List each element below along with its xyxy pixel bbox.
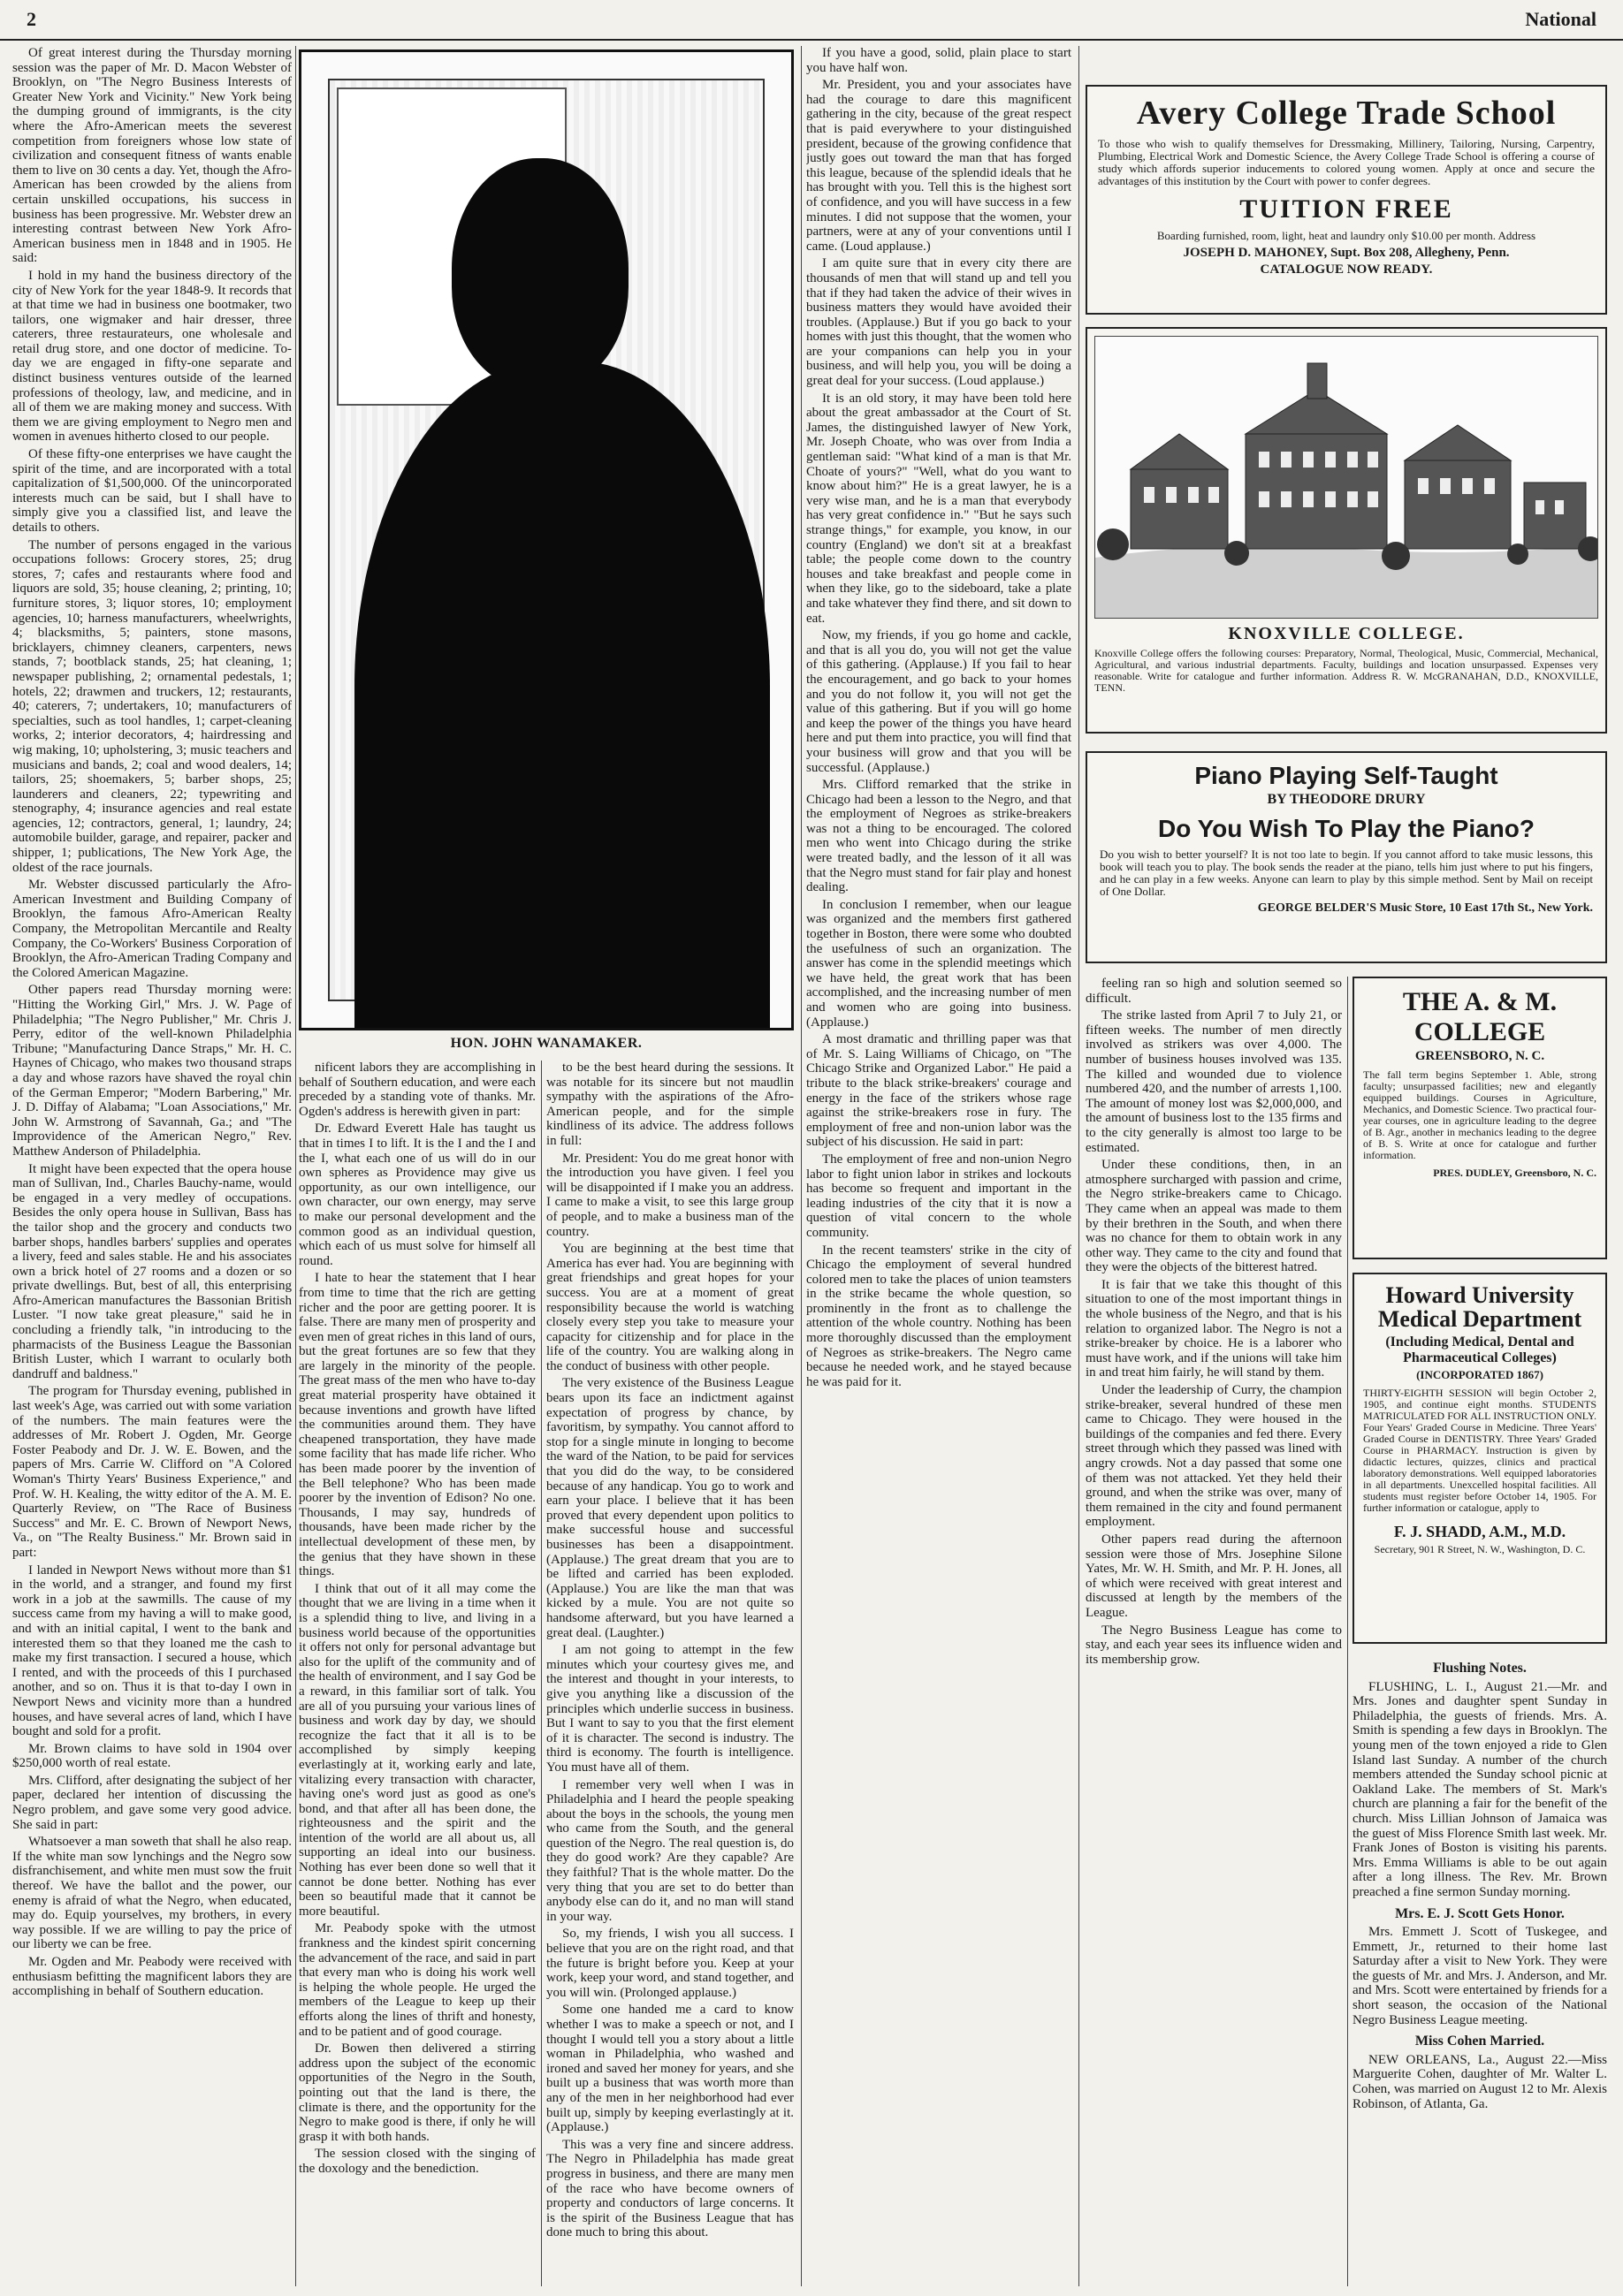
ad-avery-board: Boarding furnished, room, light, heat and laundry only $10.00 per month. Address (1156, 229, 1536, 242)
article-paragraph: Under the leadership of Curry, the champion strike-breaker, several hundred of these men came to Chicago. They were housed in the buildings of the companies and fed there. Every street through which they passed was lined with angry crowds. Not a day passed that some one of them was not attacked. Yet they held their ground, and when the strike was over, many of them remained in the city and found permanent employment. (1086, 1383, 1342, 1530)
article-paragraph: feeling ran so high and solution seemed so difficult. (1086, 977, 1342, 1006)
ad-piano-address: GEORGE BELDER'S Music Store, 10 East 17th St., New York. (1257, 901, 1593, 915)
ad-am-title: THE A. & M. COLLEGE (1402, 987, 1558, 1046)
column-rule (1347, 977, 1348, 2286)
article-paragraph: In conclusion I remember, when our league was organized and the members first gathered together in Boston, there were some who doubted the usefulness of such an organization. The answer has come in the splendid meetings which we have held, the great work that has been accomplished, and the increasing number of men and women who are going into business. (Applause.) (806, 897, 1071, 1030)
ad-piano-author: BY THEODORE DRURY (1267, 792, 1426, 807)
column-2 (299, 1061, 536, 2286)
ad-howard-sig-title: Secretary, 901 R Street, N. W., Washington, D. C. (1374, 1543, 1586, 1555)
article-paragraph: The number of persons engaged in the various occupations follows: Grocery stores, 25; drug stores, 7; cafes and restaurants where food and liquors are sold, 35; house cleaning, 2; printing, 10; furniture stores, 3; liquor stores, 10; employment agencies, 10; harness manufacturers, wheelwrights, 4; blacksmiths, 5; painters, stone masons, bricklayers, chimney cleaners, carpenters, news stands, 7; bootblack stands, 25; hat cleaning, 1; newspaper publishing, 2; ornamental pedestals, 1; hotels, 22; drawmen and truckers, 12; restaurants, 40; caterers, 7; undertakers, 10; manufacturers of specialties, such as tool handles, 1; carpet-cleaning works, 2; interior decorators, 4; hairdressing and wig making, 10; upholstering, 3; music teachers and musicians and bands, 2; coal and wood dealers, 14; tailors, 25; shoemakers, 5; barber shops, 25; launderers and cleaners, 22; typewriting and stenography, 4; insurance agencies and real estate agencies, 12; contractors, general, 1; laundry, 24; automobile builder, garage, and repairer, packer and shipper, 1; publications, The New York Age, the oldest of the race journals. (12, 537, 292, 875)
article-paragraph: Other papers read Thursday morning were: "Hitting the Working Girl," Mrs. J. W. Page of Philadelphia; "The Negro Publisher," Mr. Chris J. Perry, editor of the well-known Philadelphia Tribune; "Manufacturing Dance Straps," Mr. H. C. Haynes of Chicago, who makes two thousand straps a day and whose razors have shaved the royal chin of the German Emperor; "Modern Barbering," Mr. J. D. Diffay of Alabama; "Loan Associations," Mr. John W. Armstrong of Savannah, Ga.; and "The Improvidence of the American Negro," Rev. Matthew Anderson of Philadelphia. (12, 983, 292, 1159)
ad-avery-intro: To those who wish to qualify themselves for Dressmaking, Millinery, Tailoring, Nursing, Carpentry, Plumbing, Electrical Work and Domestic Science, the Avery College Trade School is offering a course of study which affords superior inducements to colored young women. Apply at once and secure the advantages of this institution by the Court with power to confer degrees. (1098, 137, 1595, 187)
ad-howard-subtitle: (Including Medical, Dental and Pharmaceutical Colleges) (1385, 1334, 1574, 1365)
article-paragraph: Of these fifty-one enterprises we have caught the spirit of the time, and are incorporated with a total capitalization of $1,500,000. Of the unincorporated interests much can be said, but I shall have to simply give you a classified list, and leave the details to others. (12, 447, 292, 535)
ad-piano-question: Do You Wish To Play the Piano? (1157, 815, 1535, 842)
ad-am-signature: PRES. DUDLEY, Greensboro, N. C. (1433, 1167, 1596, 1179)
ad-howard-signature: F. J. SHADD, A.M., M.D. (1393, 1523, 1566, 1540)
ad-avery-tuition: TUITION FREE (1239, 194, 1453, 224)
ad-knoxville-title: KNOXVILLE COLLEGE. (1228, 624, 1465, 643)
article-paragraph: The session closed with the singing of the doxology and the benediction. (299, 2147, 536, 2176)
column-5 (1086, 977, 1342, 2286)
portrait-silhouette-head (452, 158, 629, 388)
article-paragraph: Under these conditions, then, in an atmosphere surcharged with passion and crime, the Negro strike-breakers came to Chicago. They came when an appeal was made to them by their brethren in the South, and when there was no chance for them to obtain work in any other way. They came to the city and found that they were the objects of the bitterest hatred. (1086, 1158, 1342, 1275)
article-paragraph: It is fair that we take this thought of this situation to one of the most important things in the whole business of the Negro, and that is his relation to organized labor. The Negro is not a strike-breaker by choice. He is a laborer who must have work, and if the unions will take him in and treat him fairly, he will stand by them. (1086, 1277, 1342, 1380)
ad-piano-text: Do you wish to better yourself? It is not too late to begin. If you cannot afford to take music lessons, this book will teach you to play. The book sends the reader at the piano, tells him just where to put his fingers, and he can play in a few weeks. Anyone can learn to play by this simple method. Sent by Mail on receipt of One Dollar. (1100, 848, 1593, 898)
column-1 (12, 46, 292, 2286)
ad-avery-college (1086, 85, 1607, 315)
article-paragraph: I am not going to attempt in the few minutes which your courtesy gives me, and the interest and thought in your interests, to give you anything like a discussion of the principles which underlie success in business. But I want to say to you that the first element of it is character. The second is industry. The third is economy. The fourth is intelligence. You must have all of them. (546, 1643, 794, 1775)
article-paragraph: So, my friends, I wish you all success. I believe that you are on the right road, and that the future is bright before you. Keep at your work, keep your word, and stand together, and you will win. (Prolonged applause.) (546, 1927, 794, 2000)
article-paragraph: NEW ORLEANS, La., August 22.—Miss Marguerite Cohen, daughter of Mr. Walter L. Cohen, was married on August 12 to Mr. Alexis Robinson, of Atlanta, Ga. (1352, 2052, 1607, 2111)
article-paragraph: Some one handed me a card to know whether I was to make a speech or not, and I thought I would tell you a story about a little woman in Philadelphia, who washed and ironed and saved her money for years, and she built up a business that was worth more than any of the men in her neighborhood had ever built up, simply by keeping everlastingly at it. (Applause.) (546, 2003, 794, 2135)
column-6 (1352, 1654, 1607, 2286)
section-heading: Miss Cohen Married. (1414, 2034, 1545, 2049)
article-paragraph: The strike lasted from April 7 to July 21, or fifteen weeks. The number of men directly involved as strikers was over 4,000. The number of business houses involved was 135. The killed and wounded due to violence numbered 420, and the number of arrests 1,100. The amount of money lost was $2,000,000, and the amount of business lost to the 135 firms and to the city generally is almost too large to be estimated. (1086, 1008, 1342, 1155)
ad-piano-self-taught (1086, 751, 1607, 963)
article-paragraph: In the recent teamsters' strike in the city of Chicago the employment of several hundred colored men to take the places of union teamsters in the strike became the whole question, so prominently in the front as to challenge the attention of the whole country. Nothing has been more thoroughly discussed than the employment of Negroes as strike-breakers. The Negro came because he needed work, and he stayed because he was paid for it. (806, 1243, 1071, 1389)
column-rule (295, 46, 296, 2286)
article-paragraph: Mr. Ogden and Mr. Peabody were received with enthusiasm befitting the magnificent labors they are accomplishing in behalf of Southern education. (12, 1955, 292, 1999)
article-paragraph: Mr. Brown claims to have sold in 1904 over $250,000 worth of real estate. (12, 1741, 292, 1771)
article-paragraph: Mr. President, you and your associates have had the courage to dare this magnificent gathering in the city, because of the great respect that is paid everywhere to your distinguished president, because of the growing confidence that justly goes out toward the man that has forged this league, because of the splendid ideals that he has brought with you. Tell this is the highest sort of confidence, and you will have success in a few minutes. I did not suppose that the women, your partners, were at any of your conventions until I came. (Loud applause.) (806, 78, 1071, 254)
article-paragraph: You are beginning at the best time that America has ever had. You are beginning with great friendships and great hopes for your success. You are at a moment of great responsibility because the world is watching closely every step you take to measure your capacity for citizenship and for place in the life of the country. You are walking along in the conduct of business with other people. (546, 1242, 794, 1373)
ad-piano-title: Piano Playing Self-Taught (1194, 762, 1498, 789)
article-paragraph: Other papers read during the afternoon session were those of Mrs. Josephine Silone Yates, Mr. W. H. Smith, and Mr. P. H. Jones, all of which were received with great interest and discussed at length by the members of the League. (1086, 1532, 1342, 1620)
ad-howard-text: THIRTY-EIGHTH SESSION will begin October 2, 1905, and continue eight months. STUDENTS MATRICULATED FOR ALL INSTRUCTION ONLY. Four Years' Graded Course in Medicine. Three Years' Graded Course in DENTISTRY. Three Years' Graded Course in PHARMACY. Instruction is given by didactic lectures, quizzes, clinics and practical laboratory demonstrations. Well equipped laboratories in all departments. Unexcelled hospital facilities. All students must register before October 14, 1905. For further information or catalogue, apply to (1363, 1387, 1596, 1514)
article-paragraph: I hold in my hand the business directory of the city of New York for the year 1848-9. It records that at that time we had in business one bootmaker, two tailors, one wigmaker and hair dresser, three caterers, three restaurateurs, one wholesale and retail drug store, and one doctor of medicine. To-day we are engaged in fifty-one separate and distinct business ventures outside of the learned professions of theology, law, and medicine, and in all of them we are making money and success. With them we are giving employment to Negro men and women in avenues hitherto closed to our people. (12, 268, 292, 445)
ad-am-text: The fall term begins September 1. Able, strong faculty; unsurpassed facilities; new and elegantly equipped buildings. Courses in Agriculture, Mechanics, and Domestic Science. Two practical four-year courses, one in agriculture leading to the degree of B. Agr., another in mechanics leading to the degree of B. S. Write at once for catalogue and further information. (1363, 1068, 1596, 1161)
column-rule (1078, 46, 1079, 2286)
column-3 (546, 1061, 794, 2286)
article-paragraph: If you have a good, solid, plain place to start you have half won. (806, 46, 1071, 75)
ad-knoxville-college (1086, 327, 1607, 734)
article-paragraph: Mr. Webster discussed particularly the Afro-American Investment and Building Company of Brooklyn, the famous Afro-American Realty Company, the Metropolitan Mercantile and Realty Company, the Co-Workers' Business Corporation of Brooklyn, the Afro-American Trading Company and the Colored American Magazine. (12, 878, 292, 980)
article-paragraph: Whatsoever a man soweth that shall he also reap. If the white man sow lynchings and the Negro sow disfranchisement, and white men must sow the fruit thereof. We have the ballot and the power, our enemy is afraid of what the Negro, when educated, may do. Equip yourselves, my brothers, in every way possible. If we are willing to pay the price of our liberty we can be free. (12, 1835, 292, 1952)
article-paragraph: Mr. Peabody spoke with the utmost frankness and the kindest spirit concerning the advancement of the race, and said in part that every man who is doing his work well is helping the whole people. He urged the members of the League to keep up their efforts along the lines of thrift and honesty, and to be patient and of good courage. (299, 1921, 536, 2039)
article-paragraph: Dr. Edward Everett Hale has taught us that in times I to lift. It is the I and the I and the I, what each one of us will do in our own spheres as Providence may give us opportunity, as our own intelligence, our own character, our own energy, may serve to make our personal development and the common good as an individual question, which each of us must solve for himself all round. (299, 1121, 536, 1268)
column-rule (541, 1061, 542, 2286)
portrait-caption: HON. JOHN WANAMAKER. (450, 1036, 643, 1051)
article-paragraph: This was a very fine and sincere address. The Negro in Philadelphia has made great progress in business, and there are many men of the race who have become owners of property and conductors of large concerns. It is the spirit of the Business League that has done much to bring this about. (546, 2137, 794, 2240)
ad-howard-incorporated: (INCORPORATED 1867) (1416, 1368, 1543, 1381)
article-paragraph: I think that out of it all may come the thought that we are living in a time when it is a splendid thing to live, and living in a business world because of the opportunities it offers not only for personal advantage but also for the uplift of the community and of the health of environment, and I say God be a reward, in this familiar sort of talk. You are all of you pursuing your various lines of business and work day by day, we should recognize the fact that it all is to be accomplished by simply keeping everlastingly at it, working early and late, vitalizing every transaction with character, having one's word just as good as one's bond, and that after all has been done, the righteousness and the spirit and the intention of the world are all about us, all supporting an ideal into our business. Nothing has ever been done so well that it cannot be done better. Nothing has ever been so beautiful made that it cannot be more beautiful. (299, 1581, 536, 1919)
article-paragraph: The program for Thursday evening, published in last week's Age, was carried out with some variation of the numbers. The main features were the addresses of Mr. Robert J. Ogden, Mr. George Foster Peabody and Dr. J. W. E. Bowen, and the papers of Mrs. Carrie W. Clifford on "A Colored Woman's Thirty Years' Business Experience," and Prof. W. H. Kealing, the witty editor of the A. M. E. Quarterly Review, on "The Race of Business Success" and Mr. E. C. Brown of Newport News, Va., on "The Realty Business." Mr. Brown said in part: (12, 1384, 292, 1560)
article-paragraph: It is an old story, it may have been told here about the great ambassador at the Court of St. James, the distinguished lawyer of New York, Mr. Joseph Choate, who was over from India a gentleman said: "What kind of a man is that Mr. Choate of yours?" "Well, what do you want to know about him?" He is a great lawyer, he is a very wise man, and he is a man that everybody has very great confidence in." "But he says such strange things," for example, you know, in our country (England) we don't sit at a breakfast table; the people come down to the country houses and take breakfast and people come in when they like, go to the sideboard, take a plate and take whatever they find there, and sit down to eat. (806, 391, 1071, 626)
article-paragraph: The employment of free and non-union Negro labor to fight union labor in strikes and lockouts has become so frequent and important in the leading industries of the city that it is now a question of vital concern to the whole community. (806, 1152, 1071, 1240)
ad-avery-address: JOSEPH D. MAHONEY, Supt. Box 208, Allegheny, Penn. (1183, 246, 1510, 260)
article-paragraph: FLUSHING, L. I., August 21.—Mr. and Mrs. Jones and daughter spent Sunday in Philadelphia, the guests of friends. Mrs. A. Smith is spending a few days in Brooklyn. The young men of the town enjoyed a ride to Glen Island last Sunday. A number of the church members attended the Sunday school picnic at Oakland Lake. The members of St. Mark's church are planning a fair for the benefit of the church. Miss Lillian Johnson of Jamaica was the guest of Miss Florence Smith last week. Mr. Frank Jones of Boston is visiting his parents. Mrs. Emma Williams is able to be out again after a long illness. The Rev. Mr. Brown preached a fine sermon Sunday morning. (1352, 1679, 1607, 1899)
article-paragraph: Dr. Bowen then delivered a stirring address upon the subject of the economic opportunities of the Negro in the South, pointing out that the land is there, the climate is there, and the opportunity for the Negro to make good is there, if only he will grasp it with both hands. (299, 2041, 536, 2144)
article-paragraph: Mrs. Clifford remarked that the strike in Chicago had been a lesson to the Negro, and that the employment of Negroes as strike-breakers was not a thing to be encouraged. The colored men who went into Chicago during the strike were treated badly, and the lesson of it all was that the Negro must stand for fair play and honest dealing. (806, 778, 1071, 895)
article-paragraph: I landed in Newport News without more than $1 in the world, and a stranger, and found my first work in a job at the sawmills. The cause of my success came from my having a will to make good, and with an initial capital, I went to the bank and interested them so that they loaned me the cash to make my first transaction. I secured a house, which I rented, and with the proceeds of this I purchased another, and so on. Thus it is that to-day I own in Newport News and vicinity more than a hundred houses, and have several acres of land, which I have bought and sold for a profit. (12, 1562, 292, 1739)
portrait-silhouette-body (354, 361, 770, 1030)
column-rule (801, 46, 802, 2286)
article-paragraph: A most dramatic and thrilling paper was that of Mr. S. Laing Williams of Chicago, on "The Chicago Strike and Organized Labor." He paid a tribute to the black strike-breakers' courage and energy in the face of the strikers whose rage against the strike-breakers rose in fury. The employment of free and non-union labor was the subject of his discussion. He said in part: (806, 1032, 1071, 1150)
college-building-illustration (1094, 336, 1598, 619)
article-paragraph: Mrs. Clifford, after designating the subject of her paper, declared her intention of discussing the Negro problem, and gave some very good advice. She said in part: (12, 1773, 292, 1832)
article-paragraph: Mr. President: You do me great honor with the introduction you have given. I feel you will be disappointed if I make you an address. I came to make a visit, to see this large group of people, and to make a business man of the country. (546, 1151, 794, 1239)
article-paragraph: I am quite sure that in every city there are thousands of men that will stand up and tell you that if they had taken the advice of their wives in business matters they would have avoided their troubles. (Applause.) But if you go back to your homes with just this thought, that the women who are your companions can help you in your business, and will help you, you will be doing a great deal for your success. (Loud applause.) (806, 256, 1071, 389)
article-paragraph: The Negro Business League has come to stay, and each year sees its influence widen and its membership grow. (1086, 1623, 1342, 1667)
article-paragraph: to be the best heard during the sessions. It was notable for its sincere but not maudlin sympathy with the aspirations of the Afro-American people, and for the simple kindliness of its advice. The address follows in full: (546, 1061, 794, 1148)
ad-avery-catalogue: CATALOGUE NOW READY. (1260, 262, 1433, 277)
article-paragraph: Now, my friends, if you go home and cackle, and that is all you do, you will not get the value of this gathering. (Applause.) If you fail to hear the encouragement, and go back to your homes and you do not follow it, you will not get the value of this gathering. But if you will go home and keep the power of the things you have heard here and put them into practice, you will find that your business will grow and that you will be successful. (Applause.) (806, 628, 1071, 775)
ad-am-location: GREENSBORO, N. C. (1414, 1049, 1545, 1063)
portrait-photo (299, 49, 794, 1030)
column-4 (806, 46, 1071, 2286)
article-paragraph: I remember very well when I was in Philadelphia and I heard the people speaking about the boys in the schools, the young men who came from the South, and the general question of the Negro. The real question is, do they do good work? Are they capable? Are they faithful? That is the whole matter. Do the very thing that you are set to do better than anybody else can do it, and no man will stand in your way. (546, 1777, 794, 1924)
section-heading: Flushing Notes. (1433, 1661, 1527, 1676)
header-right-text: National (1525, 8, 1596, 30)
ad-avery-title: Avery College Trade School (1136, 95, 1557, 132)
ad-knoxville-text: Knoxville College offers the following courses: Preparatory, Normal, Theological, Music, Commercial, Mechanical, Agricultural, and various industrial departments. Faculty, buildings and location unsurpassed. Expenses very reasonable. Write for catalogue and further information. Address R. W. McGRANAHAN, D.D., KNOXVILLE, TENN. (1094, 647, 1598, 694)
article-paragraph: nificent labors they are accomplishing in behalf of Southern education, and were each preceded by a standing vote of thanks. Mr. Ogden's address is herewith given in part: (299, 1061, 536, 1119)
section-heading: Mrs. E. J. Scott Gets Honor. (1395, 1905, 1565, 1921)
page-header (0, 0, 1623, 41)
article-paragraph: Of great interest during the Thursday morning session was the paper of Mr. D. Macon Webster of Brooklyn, on "The Negro Business Interests of Greater New York and Vicinity." New York being the dumping ground of immigrants, is the city where the Afro-American meets the severest competition from foreigners whose low state of civilization and consequent fitness of wants enable them to live on 30 cents a day. Yet, though the Afro-American has been crowded by the aliens from certain unskilled occupations, his success in business has been progressive. Mr. Webster drew an interesting contrast between New York Afro-American business men in 1848 and in 1905. He said: (12, 46, 292, 266)
page-number: 2 (27, 8, 36, 30)
ad-howard-title: Howard University Medical Department (1377, 1282, 1582, 1332)
ad-am-college (1352, 977, 1607, 1259)
article-paragraph: The very existence of the Business League bears upon its face an indictment against expectation of progress by chance, by favoritism, by sympathy. You cannot afford to stop for a single minute in longing to become the ward of the Nation, to be paid for services that you did do the way, to be considered because of any handicap. You go to work and earn your place. I believe that it has been proved that every dependent upon politics to make successful house and successful businesses has been a disappointment. (Applause.) The great dream that you are to be lifted and carried has been exploded. (Applause.) You are like the man that was kicked by a mule. You are not quite so handsome afterward, but you have learned a great deal. (Laughter.) (546, 1376, 794, 1640)
article-paragraph: I hate to hear the statement that I hear from time to time that the rich are getting richer and the poor are getting poorer. It is false. There are many men of prosperity and even men of great riches in this land of ours, but the great fortunes are so few that they are largely in the minority of the people. The great mass of the men who have to-day great material prosperity have obtained it because inventions and growth have lifted the communities around them. They have cheapened transportation, they have made some facility that has made life richer. Who has been made poorer by the invention of the Bell telephone? Who has been made poorer by the invention of Edison? No one. Thousands, I may say, hundreds of thousands, have been made richer by the intellectual development of these men, by the genius that they have shown in these things. (299, 1271, 536, 1579)
article-paragraph: It might have been expected that the opera house man of Sullivan, Ind., Charles Bauchy-name, would be engaged in a very medley of occupations. Besides the only opera house in Sullivan, Bass has the tailor shop and the grocery and conducts two barber shops, handles barbers' supplies and operates a livery, feed and sales stable. He and his associates own a brick hotel of 27 rooms and a dozen or so private dwellings. But, best of all, this enterprising Afro-American manufactures the Bassonian British Luster. "I now take great pleasure," said he in concluding a friendly talk, "in introducing to the pharmacists of the Business League the Bassonian British Luster, which I warrant to ocularly both dandruff and baldness." (12, 1161, 292, 1381)
article-paragraph: Mrs. Emmett J. Scott of Tuskegee, and Emmett, Jr., returned to their home last Saturday after a visit to New York. They were the guests of Mr. and Mrs. J. Anderson, and Mr. and Mrs. Scott were entertained by friends for a short season, the occasion of the National Negro Business League meeting. (1352, 1925, 1607, 2027)
ad-howard-university (1352, 1273, 1607, 1644)
